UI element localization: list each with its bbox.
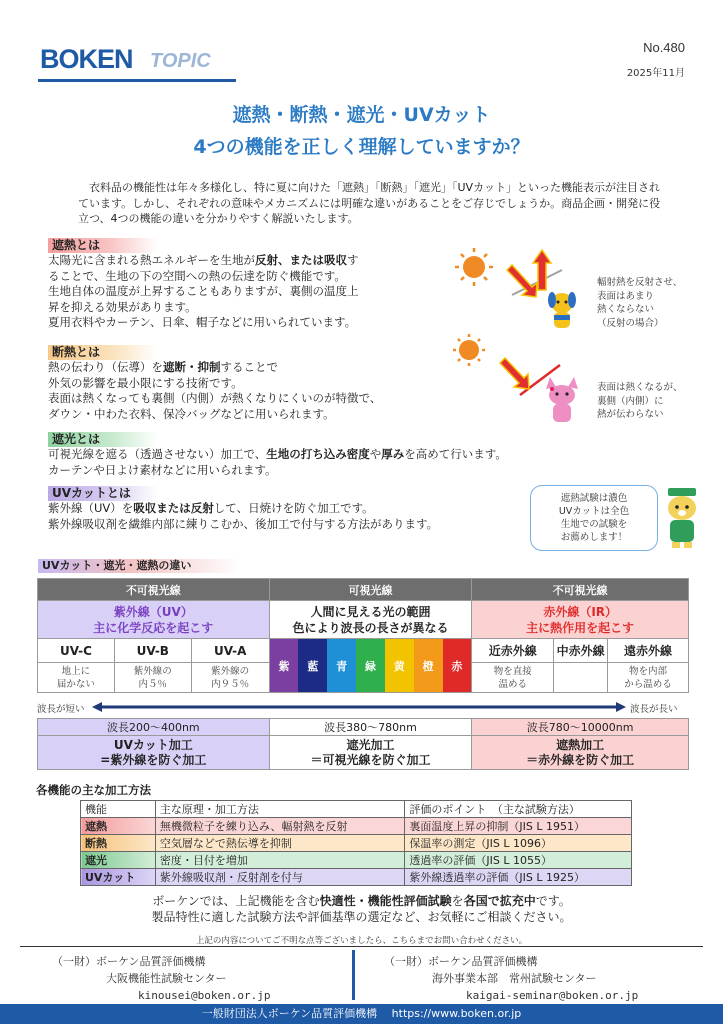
title-line1: 遮熱・断熱・遮光・UVカット xyxy=(232,104,491,126)
color-band: 赤 xyxy=(443,639,472,692)
uva-label: UV-A xyxy=(191,639,269,663)
uvc-label: UV-C xyxy=(38,639,115,663)
uv-title-line2: 主に化学反応を起こす xyxy=(93,620,214,635)
table-row xyxy=(81,818,632,835)
caption-insulate xyxy=(597,381,683,422)
insulation-body xyxy=(48,360,468,422)
method-principle: 空気層などで熱伝導を抑制 xyxy=(155,835,405,852)
caption-line: 熱くならない xyxy=(597,304,655,315)
desc-line: 紫外線の xyxy=(133,665,172,677)
short-wave-label: 波長が短い xyxy=(37,704,85,715)
uv-wavelength: 波長200～400nm xyxy=(38,719,270,736)
invisible-uv-header: 不可視光線 xyxy=(38,579,270,601)
method-name: 遮光 xyxy=(81,852,156,869)
desc-line: 温める xyxy=(498,678,528,690)
proc-line: ＝赤外線を防ぐ加工 xyxy=(526,752,635,767)
logo-underline xyxy=(38,79,236,82)
ir-title-line2: 主に熱作用を起こす xyxy=(526,620,635,635)
bottom-bar[interactable]: 一般財団法人ボーケン品質評価機構 https://www.boken.or.jp xyxy=(0,1004,723,1024)
issue-date: 2025年11月 xyxy=(626,68,685,79)
uv-title-line1: 紫外線（UV） xyxy=(113,604,193,619)
proc-line: =紫外線を防ぐ加工 xyxy=(100,752,207,767)
bear-mascot-icon xyxy=(660,486,704,550)
caption-line: （反射の場合） xyxy=(597,317,664,329)
color-band: 藍 xyxy=(298,639,327,692)
heat-text: 夏用衣料やカーテン、日傘、帽子などに用いられています。 xyxy=(48,315,357,329)
closing-emph: 各国で拡充中 xyxy=(463,894,536,908)
shading-body xyxy=(48,447,628,478)
vis-title-line1: 人間に見える光の範囲 xyxy=(310,604,431,619)
sun-icon xyxy=(455,248,493,286)
nir-label: 近赤外線 xyxy=(472,639,554,663)
method-name: UVカット xyxy=(81,869,156,886)
desc-line: 地上に xyxy=(61,665,91,677)
uvb-desc xyxy=(114,663,191,693)
section-shading xyxy=(48,432,628,478)
methods-table xyxy=(80,800,632,886)
ins-text: 表面は熱くなっても裏側（内側）が熱くなりにくいのが特徴で、 xyxy=(48,391,382,405)
mir-desc xyxy=(554,663,608,693)
processing-table xyxy=(37,718,689,770)
uvcut-body xyxy=(48,501,518,532)
shade-text: や xyxy=(369,447,382,461)
shade-text: 可視光線を遮る（透過させない）加工で、 xyxy=(48,447,267,461)
ir-title-line1: 赤外線（IR） xyxy=(543,604,618,619)
sun-icon xyxy=(453,334,485,366)
ir-wavelength: 波長780～10000nm xyxy=(472,719,689,736)
color-band: 黄 xyxy=(385,639,414,692)
heat-text: 太陽光に含まれる熱エネルギーを生地が xyxy=(48,253,255,267)
section-uvcut xyxy=(48,486,518,532)
proc-line: UVカット加工 xyxy=(113,737,193,752)
shading-heading: 遮光とは xyxy=(48,432,158,447)
heat-text: 昇を抑える効果があります。 xyxy=(48,299,197,314)
color-band: 緑 xyxy=(356,639,385,692)
visible-title xyxy=(269,601,472,639)
table-row xyxy=(81,835,632,852)
bubble-line: UVカットは全色 xyxy=(558,506,630,517)
intro-paragraph: 衣料品の機能性は年々多様化し、特に夏に向けた「遮熱」「断熱」「遮光」「UVカット」といった機能表示が注目されています。しかし、それぞれの意味やメカニズムには明確な違いがあることをご存じでしょうか。商品企画・開発に役立つ、4つの機能の違いを分かりやすく解説いたします。 xyxy=(78,181,661,225)
spectrum-table xyxy=(37,578,689,693)
color-band: 橙 xyxy=(414,639,443,692)
section-insulation xyxy=(48,345,468,422)
ins-text: することで xyxy=(220,360,278,374)
ir-title xyxy=(472,601,689,639)
mir-label: 中赤外線 xyxy=(554,639,608,663)
contact-left xyxy=(52,953,270,1004)
invisible-ir-header: 不可視光線 xyxy=(472,579,689,601)
contact-right xyxy=(384,953,638,1004)
heat-emph: 反射、または吸収 xyxy=(255,253,347,267)
visible-color-bar xyxy=(269,639,472,693)
closing-message xyxy=(0,893,723,925)
closing-text: ボーケンでは、上記機能を含む xyxy=(152,894,320,908)
vis-processing xyxy=(269,736,472,770)
title-line2: 4つの機能を正しく理解していますか？ xyxy=(193,136,530,158)
uv-emph: 吸収または反射 xyxy=(133,501,214,515)
method-point: 透過率の評価（JIS L 1055） xyxy=(405,852,632,869)
incoming-arrow-icon xyxy=(500,358,529,389)
contact-email[interactable]: kaigai-seminar@boken.or.jp xyxy=(466,989,639,1002)
method-point: 保温率の測定（JIS L 1096） xyxy=(405,835,632,852)
uvb-label: UV-B xyxy=(114,639,191,663)
method-principle: 紫外線吸収剤・反射剤を付与 xyxy=(155,869,405,886)
heat-heading: 遮熱とは xyxy=(48,238,158,253)
shade-emph: 生地の打ち込み密度 xyxy=(266,447,370,461)
vis-wavelength: 波長380～780nm xyxy=(269,719,472,736)
shade-text: を高めて行います。 xyxy=(404,447,507,461)
color-band: 紫 xyxy=(270,639,299,692)
nir-desc xyxy=(472,663,554,693)
shade-text: カーテンや日よけ素材などに用いられます。 xyxy=(48,462,277,477)
closing-text: 製品特性に適した試験方法や評価基準の選定など、お気軽にご相談ください。 xyxy=(151,910,572,924)
desc-line: 届かない xyxy=(56,678,95,690)
method-name: 遮熱 xyxy=(81,818,156,835)
uva-desc xyxy=(191,663,269,693)
insulation-heading: 断熱とは xyxy=(48,345,158,360)
contact-dept: 大阪機能性試験センター xyxy=(106,972,227,985)
contact-email[interactable]: kinousei@boken.or.jp xyxy=(138,989,271,1002)
uv-title xyxy=(38,601,270,639)
dog-mascot-icon xyxy=(548,292,576,328)
caption-line: 表面はあまり xyxy=(597,290,655,302)
wavelength-arrow-icon xyxy=(92,701,626,713)
closing-text: です。 xyxy=(535,894,571,908)
ins-text: ダウン・中わた衣料、保冷バッグなどに用いられます。 xyxy=(48,406,335,421)
methods-col-point: 評価のポイント （主な試験方法） xyxy=(405,801,632,818)
uv-processing xyxy=(38,736,270,770)
inquiry-note: 上記の内容についてご不明な点等ございましたら、こちらまでお問い合わせください。 xyxy=(195,936,528,946)
insulation-illustration xyxy=(452,333,592,433)
ins-text: 熱の伝わり（伝導）を xyxy=(48,360,163,374)
contact-dept: 海外事業本部 常州試験センター xyxy=(432,972,597,985)
methods-col-function: 機能 xyxy=(81,801,156,818)
heat-text: す xyxy=(347,253,359,267)
contact-org: （一財）ボーケン品質評価機構 xyxy=(384,955,538,968)
caption-line: 表面は熱くなるが、 xyxy=(597,382,683,393)
methods-heading: 各機能の主な加工方法 xyxy=(36,783,151,797)
method-point: 紫外線透過率の評価（JIS L 1925） xyxy=(405,869,632,886)
issue-number: No.480 xyxy=(643,40,685,55)
method-principle: 無機微粒子を練り込み、輻射熱を反射 xyxy=(155,818,405,835)
ir-processing xyxy=(472,736,689,770)
color-band: 青 xyxy=(327,639,356,692)
uvc-desc xyxy=(38,663,115,693)
caption-line: 輻射熱を反射させ、 xyxy=(597,277,683,288)
shade-emph: 厚み xyxy=(381,447,405,461)
methods-col-principle: 主な原理・加工方法 xyxy=(155,801,405,818)
uv-text: して、日焼けを防ぐ加工です。 xyxy=(213,501,374,515)
reflection-illustration xyxy=(452,245,592,335)
desc-line: 紫外線の xyxy=(211,665,250,677)
proc-line: 遮熱加工 xyxy=(556,737,605,752)
long-wave-label: 波長が長い xyxy=(630,704,678,715)
proc-line: ＝可視光線を防ぐ加工 xyxy=(310,752,431,767)
heat-text: 生地自体の温度が上昇することもありますが、裏側の温度上 xyxy=(48,284,359,298)
caption-line: 裏側（内側）に xyxy=(597,395,664,407)
visible-header: 可視光線 xyxy=(269,579,472,601)
cat-mascot-icon xyxy=(546,377,578,422)
section-heat xyxy=(48,238,468,331)
heat-body xyxy=(48,253,468,331)
caption-line: 熱が伝わらない xyxy=(597,409,664,420)
logo-main: BOKEN xyxy=(40,44,133,74)
logo-topic: TOPIC xyxy=(150,50,211,72)
desc-line: 内９５％ xyxy=(211,678,250,690)
bubble-line: 遮熱試験は濃色 xyxy=(560,493,628,504)
proc-line: 遮光加工 xyxy=(346,737,395,752)
fir-label: 遠赤外線 xyxy=(608,639,689,663)
method-principle: 密度・目付を増加 xyxy=(155,852,405,869)
closing-text: を xyxy=(451,894,464,908)
method-point: 裏面温度上昇の抑制（JIS L 1951） xyxy=(405,818,632,835)
desc-line: 物を直接 xyxy=(493,665,532,677)
uvcut-heading: UVカットとは xyxy=(48,486,158,501)
contact-org: （一財）ボーケン品質評価機構 xyxy=(52,955,206,968)
ins-emph: 遮断・抑制 xyxy=(163,360,221,374)
desc-line: 内５％ xyxy=(138,678,168,690)
desc-line: 物を内部 xyxy=(629,665,668,677)
contact-divider xyxy=(352,950,355,1000)
table-row xyxy=(81,852,632,869)
divider xyxy=(20,946,703,947)
incoming-arrow-icon xyxy=(507,265,537,297)
bubble-line: 生地での試験を xyxy=(560,519,628,530)
fir-desc xyxy=(608,663,689,693)
uv-text: 紫外線吸収剤を繊維内部に練りこむか、後加工で付与する方法があります。 xyxy=(48,516,439,531)
ins-text: 外気の影響を最小限にする技術です。 xyxy=(48,375,243,390)
heat-text: ることで、生地の下の空間への熱の伝達を防ぐ機能です。 xyxy=(48,268,346,283)
differences-heading: UVカット・遮光・遮熱の違い xyxy=(38,559,241,573)
method-name: 断熱 xyxy=(81,835,156,852)
bubble-line: お薦めします！ xyxy=(560,532,628,543)
caption-reflect xyxy=(597,276,682,330)
advice-bubble xyxy=(530,485,658,551)
closing-emph: 快適性・機能性評価試験 xyxy=(319,894,452,908)
vis-title-line2: 色により波長の長さが異なる xyxy=(292,620,449,635)
table-row xyxy=(81,869,632,886)
uv-text: 紫外線（UV）を xyxy=(48,501,134,515)
desc-line: から温める xyxy=(624,678,672,690)
